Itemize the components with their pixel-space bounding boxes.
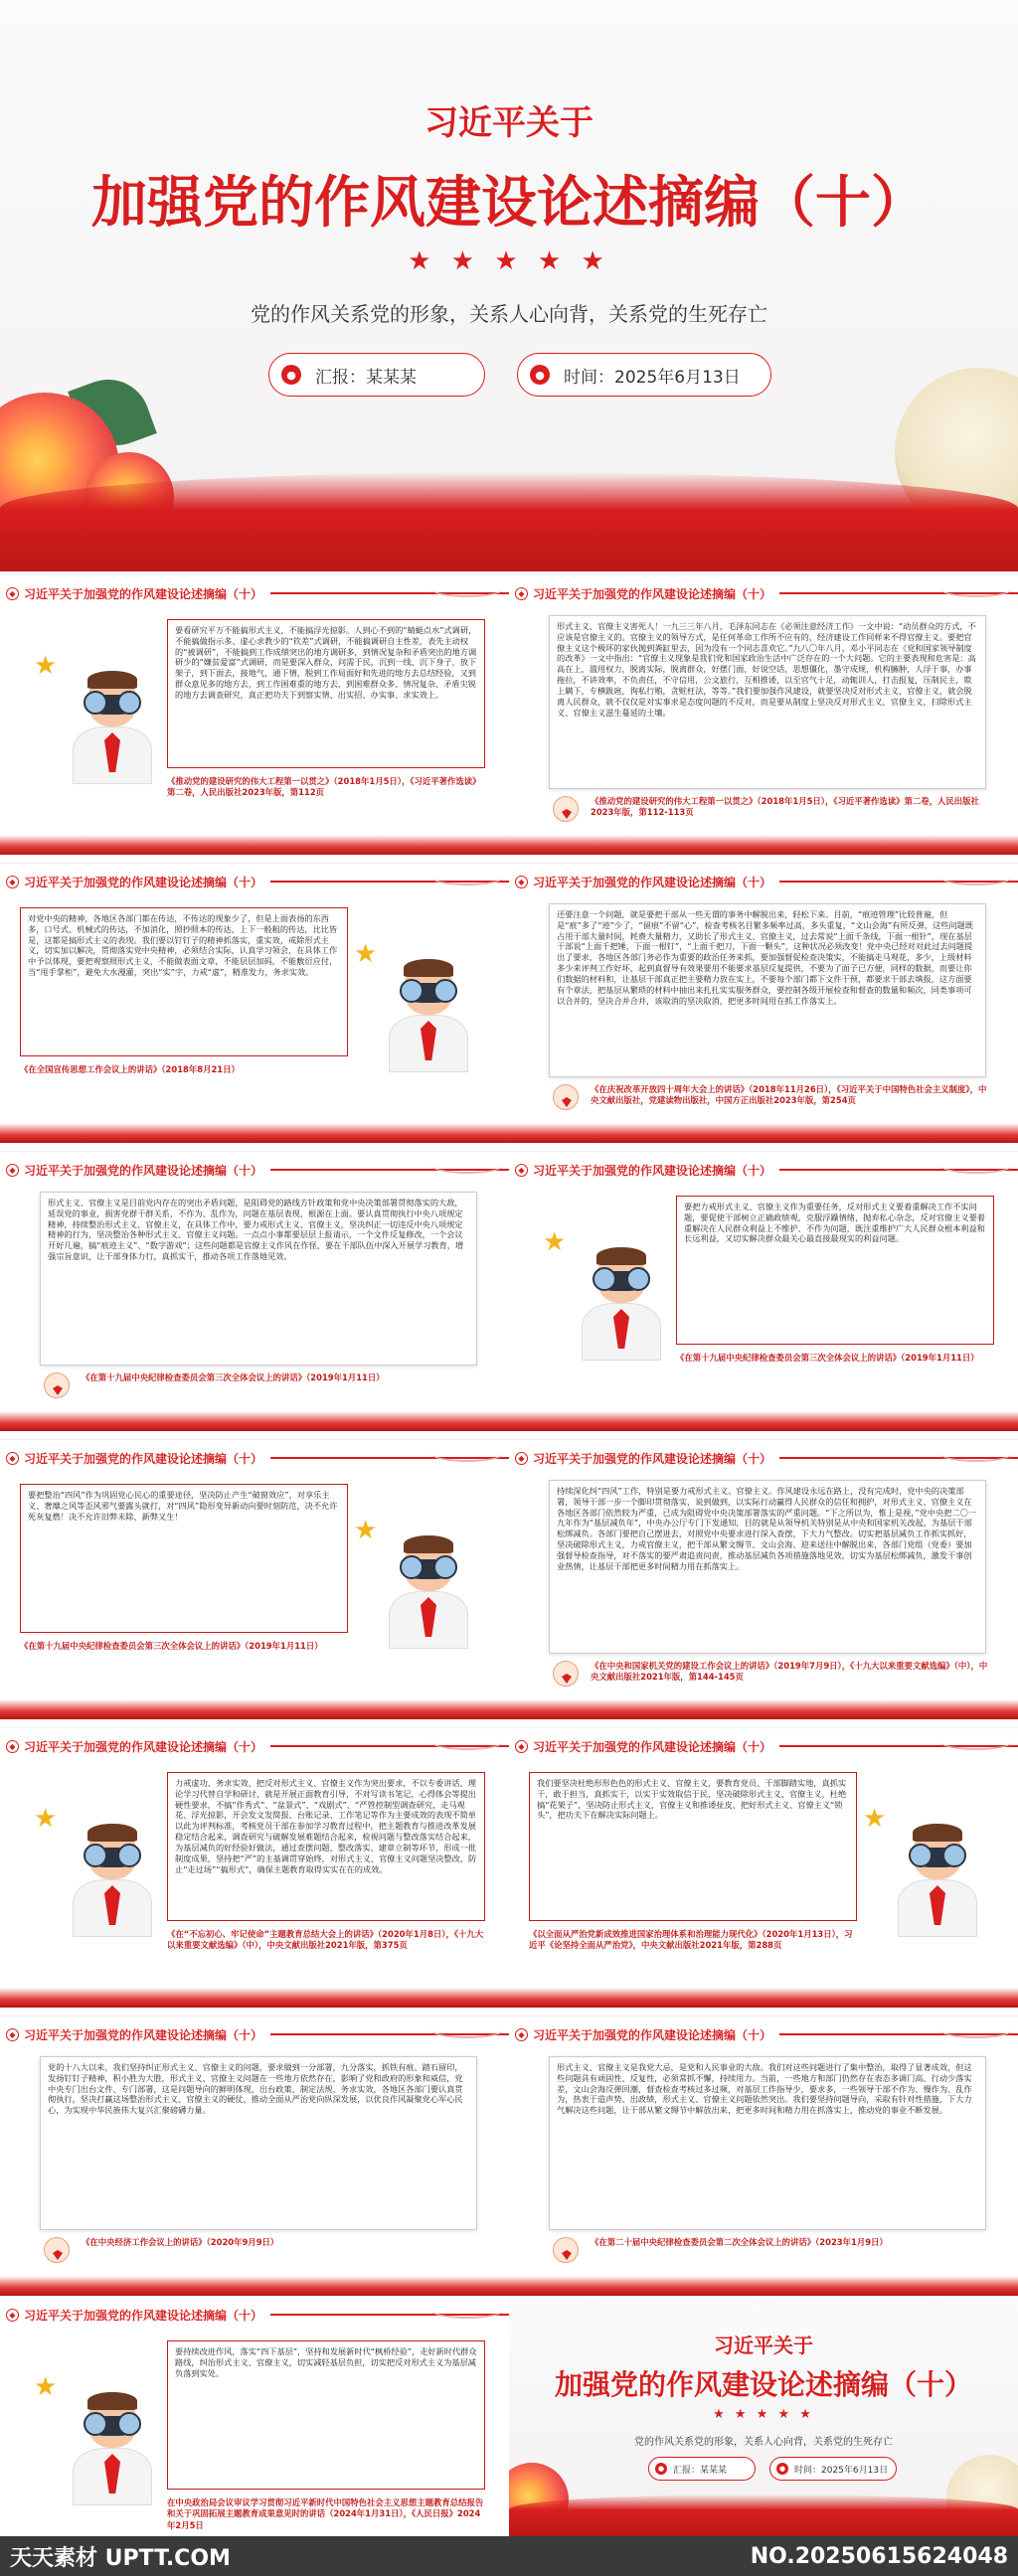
header-badge-icon: ◆ (6, 1740, 19, 1753)
content-slide (509, 1151, 1018, 1431)
avatar-icon (553, 1661, 579, 1687)
source-citation: 《推动党的建设研究的伟大工程第一以贯之》（2018年1月5日），《习近平著作选读》第二卷，人民出版社2023年版，第112页 (167, 776, 481, 798)
reporter-label: 汇报：某某某 (315, 367, 417, 388)
content-slide (0, 1151, 509, 1431)
quote-text-box: 形式主义、官僚主义是我党大忌，是党和人民事业的大敌。我们对这些问题进行了集中整治，取得了显著成效，但这些问题具有顽固性、反复性，必须常抓不懈，持续用力。当前，一些地方和部门仍然存在表态多调门高、行动少落实差，文山会海反弹回潮，督查检查考核过多过频，对基层工作指导少，要求多，一些领导干部不作为、慢作为、乱作为，热衷于造声势、出政绩，形式主义、官僚主义问题依然突出。我们要坚持问题导向，采取有针对性措施，下大力气解决这些问题，让干部从繁文缛节中解放出来，把更多时间和精力用在抓落实上，推动党的事业不断发展。 (549, 2056, 986, 2230)
binocular-man-illustration (567, 1241, 676, 1361)
header-badge-icon: ◆ (6, 1164, 19, 1177)
cover-stars: ★ ★ ★ ★ ★ (408, 246, 610, 276)
cloud-ornament-icon (940, 581, 1012, 597)
slide-header (509, 1447, 779, 1469)
red-wave-band-decoration (0, 1123, 509, 1143)
content-slide (509, 574, 1018, 855)
end-slide (509, 2296, 1018, 2536)
avatar-icon (553, 1084, 579, 1110)
source-citation: 《在“不忘初心、牢记使命”主题教育总结大会上的讲话》（2020年1月8日），《十九大以来重要文献选编》（中），中央文献出版社2021年版，第375页 (167, 1929, 484, 1951)
header-badge-icon: ◆ (6, 1452, 19, 1465)
source-citation: 《在中央经济工作会议上的讲话》（2020年9月9日） (82, 2237, 279, 2247)
source-citation: 《在第十九届中央纪律检查委员会第三次全体会议上的讲话》（2019年1月11日） (82, 1372, 385, 1382)
content-slide (509, 1439, 1018, 1719)
cloud-ornament-icon (431, 581, 503, 597)
red-wave-band-decoration (0, 1699, 509, 1719)
slide-header (509, 582, 779, 604)
header-badge-icon: ◆ (6, 587, 19, 600)
content-slide (0, 1439, 509, 1719)
cloud-ornament-icon (431, 1158, 503, 1174)
cloud-ornament-icon (940, 1734, 1012, 1750)
quote-text-box: 对党中央的精神，各地区各部门都在传达，不传达的现象少了，但是上面表扬的东西多，口号式、机械式的传达，不加消化，照抄照本的传达，上下一般粗的传达，比比皆是，这都是搞形式主义的表现。我们要以钉钉子的精神抓落实，重实效，戒除形式主义，切实加以解决，贯彻落实党中央精神，必须结合实际，认真学习领会，在具体工作中予以体现，要把观察照形式主义，不能做表面文章，不能层层加码，不能敷衍应付，当“甩手掌柜”，避免大水漫灌，突出“实”字，力戒“虚”，精准发力，务求实效。 (20, 907, 348, 1056)
quote-text-box: 形式主义、官僚主义害死人！一九三三年八月，毛泽东同志在《必须注意经济工作》一文中说：“动员群众的方式，不应该是官僚主义的。官僚主义的领导方式，是任何革命工作所不应有的，经济建设工作同样来不得官僚主义。要把官僚主义这个极坏的家伙抛到粪缸里去，因为没有一个同志喜欢它。”九八〇年八月，邓小平同志在《党和国家领导制度的改革》一文中指出：“官僚主义现象是我们党和国家政治生活中广泛存在的一个大问题。它的主要表现和危害是：高高在上，滥用权力，脱离实际，脱离群众，好摆门面，好说空话，思想僵化，墨守成规，机构臃肿，人浮于事，办事拖拉，不讲效率，不负责任，不守信用，公文旅行，互相推诿，以至官气十足，动辄训人，打击报复，压制民主，欺上瞒下，专横跋扈，徇私行贿，贪赃枉法，等等。”我们要加强作风建设，就要坚决反对形式主义，官僚主义，就会脱离人民群众，就不仅仅是对实事求是态度问题的不反对，而是要从制度上坚决反对形式主义，官僚主义，扫除形式主义、官僚主义滋生蔓延的土壤。 (549, 615, 986, 789)
reporter-pill (268, 353, 485, 397)
quote-text-box: 要把力戒形式主义、官僚主义作为重要任务，反对形式主义要着重解决工作不实问题，要促使干部树立正确政绩观，克服浮躁情绪，抛弃私心杂念，反对官僚主义要着重解决在人民群众利益上不维护、不作为问题，既注重维护广大人民群众根本利益和长远利益，又切实解决群众最关心最直接最现实的利益问题。 (676, 1196, 994, 1345)
source-citation: 《在中央和国家机关党的建设工作会议上的讲话》（2019年7月9日），《十九大以来重要文献选编》（中），中央文献出版社2021年版，第144-145页 (591, 1661, 988, 1683)
quote-text-box: 要看研究平万不能搞形式主义，不能搞浮光掠影。人到心不到的“蜻蜓点水”式调研，不能搞做指示多、虚心求教少的“钦差”式调研，不能搞调研自主性差，表先主动权的“被调研”，不能搞到工作成绩突出的地方调研多，到情况复杂和矛盾突出的地方调研少的“嫌贫爱富”式调研，而是要深入群众，问需于民，沉到一线、沉下身子，放下架子，到下面去，接地气，通下情，脱到工作局面好和先进的地方去总结经验，又到群众意见多的地方去，到工作困难重的地方去，到困难群众多、情况复杂、矛盾尖锐的地方去调查研究，真正把功夫下到察实情、出实招、办实事、求实效上。 (167, 619, 485, 768)
red-wave-band-decoration (0, 1988, 509, 2008)
end-reporter-label: 汇报：某某某 (673, 2465, 728, 2476)
source-citation: 在中央政治局会议审议学习贯彻习近平新时代中国特色社会主义思想主题教育总结报告和关于巩固拓展主题教育成果意见时的讲话（2024年1月31日），《人民日报》2024年2月5日 (167, 2497, 484, 2530)
slide-header (0, 2023, 270, 2045)
slide-header-title: 习近平关于加强党的作风建设论述摘编（十） (24, 1163, 263, 1178)
cover-subtitle: 党的作风关系党的形象，关系人心向背，关系党的生死存亡 (251, 302, 767, 326)
star-icon: ★ (543, 1227, 567, 1257)
slide-header-title: 习近平关于加强党的作风建设论述摘编（十） (24, 1451, 263, 1466)
cloud-ornament-icon (431, 2022, 503, 2038)
source-citation: 《在第十九届中央纪律检查委员会第三次全体会议上的讲话》（2019年1月11日） (676, 1353, 979, 1363)
cloud-ornament-icon (431, 1446, 503, 1462)
content-slide (509, 863, 1018, 1143)
person-icon: ● (655, 2463, 667, 2475)
header-badge-icon: ◆ (515, 587, 528, 600)
red-wave-band-decoration (0, 1411, 509, 1431)
slide-header (0, 1159, 270, 1181)
slide-header-title: 习近平关于加强党的作风建设论述摘编（十） (24, 1739, 263, 1754)
red-wave-band-decoration (509, 1411, 1018, 1431)
avatar-icon (44, 2237, 70, 2263)
slide-header-title: 习近平关于加强党的作风建设论述摘编（十） (24, 2308, 263, 2323)
content-slide (0, 2015, 509, 2296)
quote-text-box: 我们要坚决杜绝形形色色的形式主义、官僚主义，要教育党员、干部脚踏实地，真抓实干，敢于担当，真抓实干，以实干实效取信于民，坚决破除形式主义、官僚主义，杜绝搞“花架子”，坚决防止形式主义，官僚主义和推诿扯皮，把好形式主义、官僚主义“锁头”，把功夫下在解决实际问题上。 (529, 1772, 857, 1921)
cover-title: 加强党的作风建设论述摘编（十） (91, 170, 927, 236)
slide-header (0, 582, 270, 604)
slide-header (0, 871, 270, 892)
cloud-ornament-icon (431, 870, 503, 886)
star-icon: ★ (863, 1804, 887, 1834)
slide-header (509, 871, 779, 892)
binocular-man-illustration (374, 1530, 483, 1649)
cloud-ornament-icon (940, 1158, 1012, 1174)
source-citation: 《在第十九届中央纪律检查委员会第三次全体会议上的讲话》（2019年1月11日） (20, 1641, 323, 1651)
header-badge-icon: ◆ (515, 1452, 528, 1465)
microphone-icon: ● (530, 365, 550, 385)
slide-header-title: 习近平关于加强党的作风建设论述摘编（十） (533, 1739, 772, 1754)
red-wave-band-decoration (509, 835, 1018, 855)
source-citation: 《在全国宣传思想工作会议上的讲话》（2018年8月21日） (20, 1064, 240, 1074)
red-wave-band-decoration (509, 1123, 1018, 1143)
slide-header-title: 习近平关于加强党的作风建设论述摘编（十） (533, 2027, 772, 2042)
slide-header-title: 习近平关于加强党的作风建设论述摘编（十） (533, 1451, 772, 1466)
header-badge-icon: ◆ (515, 2028, 528, 2041)
slide-header-title: 习近平关于加强党的作风建设论述摘编（十） (533, 1163, 772, 1178)
slide-header (509, 1159, 779, 1181)
watermark-footer (0, 2536, 1018, 2576)
star-icon: ★ (34, 651, 58, 681)
red-silk-wave-decoration (0, 472, 1018, 571)
slide-header-title: 习近平关于加强党的作风建设论述摘编（十） (24, 2027, 263, 2042)
end-reporter-pill (648, 2457, 756, 2481)
slide-header-title: 习近平关于加强党的作风建设论述摘编（十） (24, 875, 263, 889)
slide-header (509, 2023, 779, 2045)
quote-text-box: 形式主义、官僚主义是目前党内存在的突出矛盾问题，是阻碍党的路线方针政策和党中央决策部署贯彻落实的大敌，延误党的事业，损害党群干群关系，不作为、乱作为，问题在基层表现，根源在上面。要认真贯彻执行中央八项规定精神，持续整治形式主义、官僚主义，在具体工作中，要力戒形式主义、官僚主义，坚决纠正一切违反中央八项规定精神的行为，坚决整治各种形式主义、官僚主义问题。一点点小事都要层层上报请示，一个文件反复修改，一个会议开好几遍，搞“痕迹主义”、“数字游戏”；这些问题都是官僚主义作风在作怪，要在干部队伍中深入开展学习教育，增强宗旨意识，让干部身体力行，真抓实干，推动各项工作落地见效。 (40, 1192, 477, 1366)
content-slide (0, 574, 509, 855)
end-title: 加强党的作风建设论述摘编（十） (554, 2368, 972, 2401)
header-badge-icon: ◆ (515, 1164, 528, 1177)
content-slide (509, 2015, 1018, 2296)
header-badge-icon: ◆ (515, 876, 528, 888)
star-icon: ★ (34, 2372, 58, 2402)
content-slide (0, 2296, 509, 2536)
cloud-ornament-icon (431, 2303, 503, 2319)
binocular-man-illustration (374, 953, 483, 1072)
cover-supertitle: 习近平关于 (424, 103, 594, 143)
binocular-man-illustration (883, 1818, 992, 1937)
end-date-pill (769, 2457, 897, 2481)
date-pill (517, 353, 771, 397)
header-badge-icon: ◆ (6, 2309, 19, 2322)
slide-header-title: 习近平关于加强党的作风建设论述摘编（十） (24, 586, 263, 601)
end-supertitle: 习近平关于 (714, 2334, 813, 2357)
star-icon: ★ (34, 1804, 58, 1834)
content-slide (509, 1727, 1018, 2008)
slide-header-title: 习近平关于加强党的作风建设论述摘编（十） (533, 875, 772, 889)
quote-text-box: 党的十八大以来，我们坚持纠正形式主义、官僚主义的问题，要求做到一分部署，九分落实，抓铁有痕、踏石留印，发扬钉钉子精神，积小胜为大胜，形式主义、官僚主义问题在一些地方依然存在，影响了党和政府的形象和威信，党中央专门出台文件、专门部署，这是问题导向的鲜明体现，出台政策、制定法规，务求实效，各地区各部门要认真贯彻执行，坚决打赢这场整治形式主义、官僚主义的硬仗，推动全面从严治党向纵深发展，以优良作风凝聚党心军心民心，为实现中华民族伟大复兴汇聚磅礴力量。 (40, 2056, 477, 2230)
red-wave-band-decoration (509, 1699, 1018, 1719)
watermark-number: NO.20250615624048 (750, 2543, 1008, 2569)
end-date-label: 时间：2025年6月13日 (794, 2465, 889, 2476)
avatar-icon (553, 796, 579, 822)
red-wave-band-decoration (0, 835, 509, 855)
quote-text-box: 要把整治“四风”作为巩固党心民心的重要途径，坚决防止产生“破窗效应”，对享乐主义、奢靡之风等歪风邪气要露头就打，对“四风”隐形变异新动向要时刻防范，决不允许死灰复燃！决不允许旧弊未除、新弊又生！ (20, 1484, 348, 1633)
slide-header (0, 2304, 270, 2326)
microphone-icon: ● (776, 2463, 788, 2475)
cloud-ornament-icon (940, 870, 1012, 886)
star-icon: ★ (354, 1516, 378, 1545)
red-wave-band-decoration (509, 2276, 1018, 2296)
slide-header (0, 1447, 270, 1469)
slide-header (509, 1735, 779, 1757)
red-silk-wave-decoration (509, 2495, 1018, 2536)
cloud-ornament-icon (940, 1446, 1012, 1462)
avatar-icon (553, 2237, 579, 2263)
binocular-man-illustration (58, 2386, 167, 2505)
star-icon: ★ (354, 939, 378, 969)
red-wave-band-decoration (509, 1988, 1018, 2008)
end-stars: ★ ★ ★ ★ ★ (713, 2407, 814, 2422)
slide-header-title: 习近平关于加强党的作风建设论述摘编（十） (533, 586, 772, 601)
cover-slide (0, 0, 1018, 571)
slide-header (0, 1735, 270, 1757)
content-slide (0, 1727, 509, 2008)
cloud-ornament-icon (940, 2022, 1012, 2038)
source-citation: 《以全面从严治党新成效推进国家治理体系和治理能力现代化》（2020年1月13日），习近平《论坚持全面从严治党》，中央文献出版社2021年版，第288页 (529, 1929, 853, 1951)
binocular-man-illustration (58, 665, 167, 784)
quote-text-box: 还要注意一个问题，就是要把干部从一些无谓的事务中解脱出来，轻松下来。目前，“痕迹管理”比较普遍，但是“痕”多了“迹”少了，“留痕”不留“心”，检查考核名目繁多频率过高，多头重复，“文山会海”有所反弹，这些问题既占用干部大量时间，耗费大量精力，又助长了形式主义、官僚主义，过去常说“上面千条线，下面一根针”，现在基层干部说“上面千把锤，下面一根钉”，“上面千把刀，下面一颗头”，这种状况必须改变！党中央已经对对此过去问题提出了要求，各地区各部门务必作为重要的政治任务来抓，要加强督促检查决策实，不能搞走马观花，多少，上级材料多少来评判工作好坏，起到真督导有效果要用不能要求基层反复提供，不要为了面子已方便，同样的数据，而要让你们数据的材料和，让基层干部真正把主要精力放在实上，不要每个部门都下文件干预，都要求干部去填报，这方面要有个章法，把基层从繁琐的材料中抽出来扎扎实实服务群众，要控制各级开展检查和督查的数量和频次，同类事项可以合并的，坚决合并合并，该取消的坚决取消，把更多时间用在抓工作落实上。 (549, 903, 986, 1077)
content-slide (0, 863, 509, 1143)
quote-text-box: 持续深化纠“四风”工作，特别是要力戒形式主义、官僚主义。作风建设永远在路上，没有完成时，党中央的决策部署，领导干部一步一个脚印贯彻落实，说到做到，以实际行动赢得人民群众的信任和拥护，对形式主义、官僚主义在各地区各部门依然较为严重，已成为阻碍党中央决策部署落实的严重问题。“下之所以为，惟上是视，”党中央把二〇一九年作为“基层减负年”，中央办公厅专门下发通知，目的就是从领导机关特别是从中央和国家机关改起，为基层干部松绑减负。各部门要把自己摆进去，对照党中央要求进行深入查摆，下大力气整改。切实把基层减负工作抓实抓好，坚决破除形式主义，力戒官僚主义，把干部从繁文缛节、文山会海、迎来送往中解脱出来，各部门党组（党委）要加强督导检查指导，对不落实的要严肃追责问责，推动基层减负各项措施落地见效，切实为基层松绑减负，激发干事创业热情，让基层干部把更多时间精力用在抓落实上。 (549, 1480, 986, 1654)
person-icon: ● (281, 365, 301, 385)
source-citation: 《在庆祝改革开放四十周年大会上的讲话》（2018年11月26日），《习近平关于中国特色社会主义制度》，中央文献出版社，党建读物出版社，中国方正出版社2023年版，第254页 (591, 1084, 987, 1106)
source-citation: 《在第二十届中央纪律检查委员会第二次全体会议上的讲话》（2023年1月9日） (591, 2237, 888, 2247)
end-subtitle: 党的作风关系党的形象，关系人心向背，关系党的生死存亡 (634, 2437, 893, 2448)
quote-text-box: 力戒虚功、务求实效，把反对形式主义、官僚主义作为突出要求，不以专委讲话、理论学习代替自学和研讨，就是开展正面教育引导，不对写读书笔记，心得体会等提出硬性要求，不搞“作秀式”、“盆景式”、“戏剧式”、“严管控制型调查研究，走马观花、浮光掠影，开会发文发简报、台账记录、工作笔记等作为主要成效的表现不简单以此为评判标准，考核党员干部在参加学习教育过程中，把主题教育与推进改革发展稳定结合起来，调查研究与破解发展难题结合起来，检视问题与整改落实结合起来，为基层减负的好经验好做法，通过查摆问题、整改落实、建章立制等环节，形成一批制度成果，坚持把“严”的主基调贯穿始终，对形式主义、官僚主义问题坚决整改，防止“走过场”“搞形式”，确保主题教育取得实实在在的成效。 (167, 1772, 485, 1921)
cloud-ornament-icon (431, 1734, 503, 1750)
avatar-icon (44, 1372, 70, 1398)
header-badge-icon: ◆ (6, 2028, 19, 2041)
header-badge-icon: ◆ (515, 1740, 528, 1753)
header-badge-icon: ◆ (6, 876, 19, 888)
red-wave-band-decoration (0, 2276, 509, 2296)
quote-text-box: 要持续改进作风，落实“四下基层”，坚持和发展新时代“枫桥经验”，走好新时代群众路线，纠治形式主义、官僚主义，切实减轻基层负担，切实把反对形式主义为基层减负落到实处。 (167, 2340, 485, 2490)
source-citation: 《推动党的建设研究的伟大工程第一以贯之》（2018年1月5日），《习近平著作选读》第二卷，人民出版社2023年版，第112-113页 (591, 796, 979, 818)
binocular-man-illustration (58, 1818, 167, 1937)
date-label: 时间：2025年6月13日 (564, 367, 741, 388)
watermark-site: 天天素材 UPTT.COM (10, 2545, 231, 2571)
